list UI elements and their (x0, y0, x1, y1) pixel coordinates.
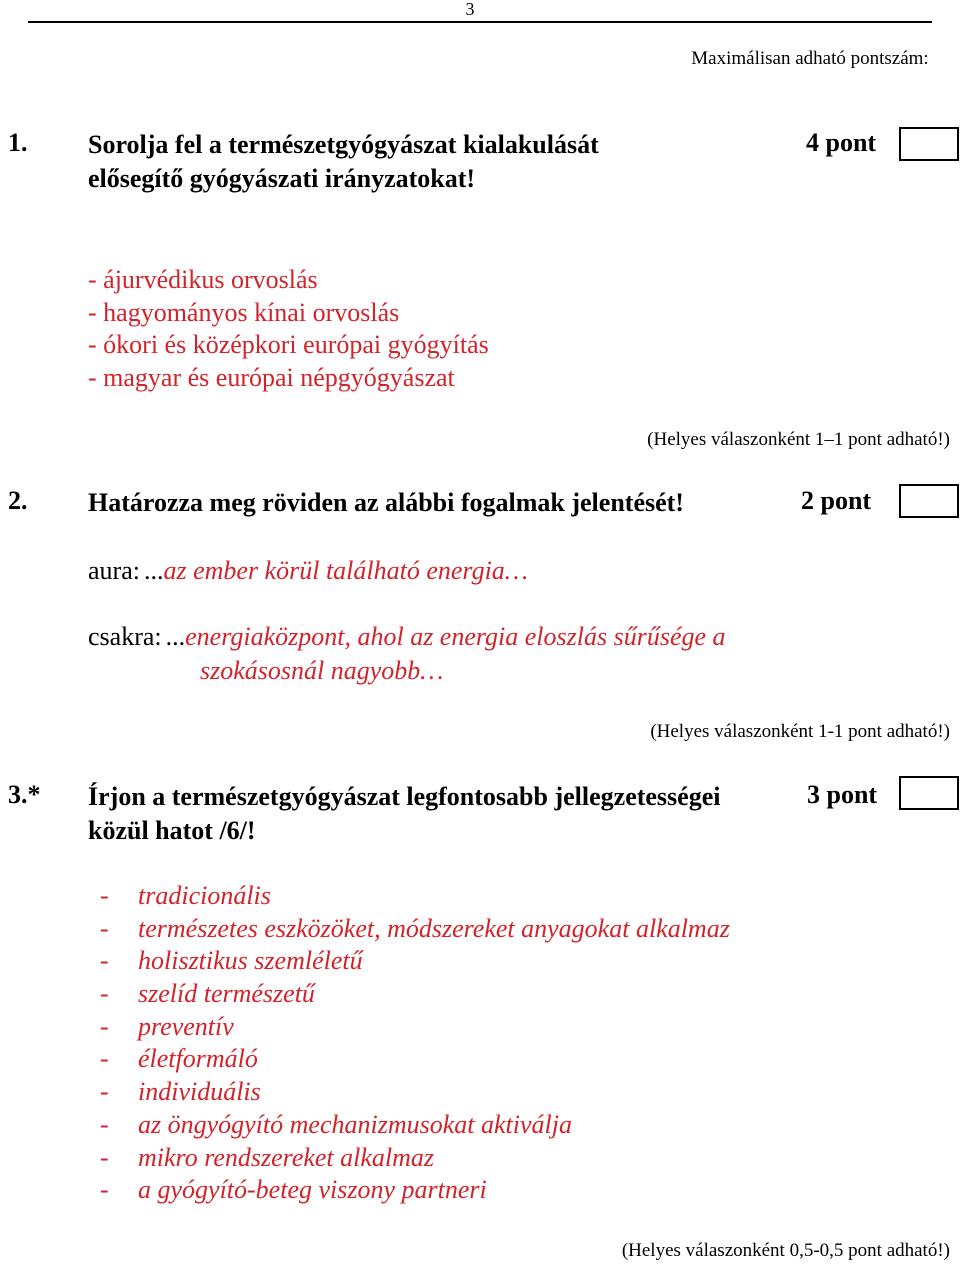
question-3-scoring-note: (Helyes válaszonként 0,5-0,5 pont adható!) (621, 1240, 950, 1261)
answer-text: a gyógyító-beteg viszony partneri (138, 1175, 487, 1205)
question-2-score-box[interactable] (899, 484, 959, 518)
question-1-answer-list (88, 264, 489, 395)
answer-item: - életformáló (100, 1044, 258, 1074)
definition-answer: az ember körül található energia… (163, 556, 528, 585)
question-1-score-box[interactable] (899, 127, 959, 161)
question-3-text-line1: Írjon a természetgyógyászat legfontosabb jellegzetességei (88, 782, 721, 811)
answer-item: - ájurvédikus orvoslás (88, 265, 318, 294)
term-label: csakra: (88, 622, 162, 651)
answer-text: individuális (138, 1077, 261, 1107)
answer-item: - holisztikus szemléletű (100, 946, 363, 976)
header-rule (28, 21, 932, 23)
question-2-number: 2. (8, 486, 28, 515)
definition-csakra (88, 622, 726, 652)
term-label: aura: (88, 556, 140, 585)
answer-item: - a gyógyító-beteg viszony partneri (100, 1175, 487, 1205)
answer-text: holisztikus szemléletű (138, 946, 363, 976)
question-1-points: 4 pont (806, 128, 877, 157)
answer-item: - szelíd természetű (100, 979, 315, 1009)
answer-item: - hagyományos kínai orvoslás (88, 297, 400, 327)
answer-text: mikro rendszereket alkalmaz (138, 1142, 435, 1172)
answer-item: - az öngyógyító mechanizmusokat aktiválja (100, 1109, 572, 1139)
question-2-text: Határozza meg röviden az alábbi fogalmak jelentését! (88, 488, 684, 517)
definition-aura (88, 556, 528, 586)
question-2-scoring-note: (Helyes válaszonként 1-1 pont adható!) (650, 721, 950, 742)
question-3-score-box[interactable] (899, 776, 959, 810)
answer-text: szelíd természetű (138, 979, 315, 1009)
question-3-answer-list (100, 880, 730, 1207)
question-1-text: Sorolja fel a természetgyógyászat kialakulását elősegítő gyógyászati irányzatokat! (88, 130, 599, 193)
answer-item: - mikro rendszereket alkalmaz (100, 1142, 435, 1172)
max-points-label: Maximálisan adható pontszám: (691, 48, 929, 69)
answer-text: életformáló (138, 1044, 258, 1074)
question-3-points: 3 pont (807, 780, 878, 809)
answer-item: - individuális (100, 1077, 261, 1107)
answer-text: tradicionális (138, 881, 271, 910)
answer-item: - természetes eszközöket, módszereket anyagokat alkalmaz (100, 913, 730, 943)
definition-answer-continuation: szokásosnál nagyobb… (200, 656, 444, 685)
answer-text: az öngyógyító mechanizmusokat aktiválja (138, 1109, 572, 1139)
answer-item: - tradicionális (100, 881, 271, 910)
question-3-number: 3.* (8, 780, 41, 809)
answer-item: - ókori és középkori európai gyógyítás (88, 330, 489, 360)
answer-item: - magyar és európai népgyógyászat (88, 363, 455, 393)
question-3-text-line2: közül hatot /6/! (88, 816, 256, 845)
answer-item: - preventív (100, 1011, 234, 1041)
answer-text: preventív (138, 1011, 234, 1041)
answer-text: természetes eszközöket, módszereket anyagokat alkalmaz (138, 913, 730, 943)
question-2-points: 2 pont (801, 486, 872, 515)
dots: ... (165, 622, 186, 651)
question-1-scoring-note: (Helyes válaszonként 1–1 pont adható!) (647, 429, 950, 450)
dots: ... (143, 556, 164, 585)
question-1-number: 1. (8, 128, 28, 157)
definition-answer: energiaközpont, ahol az energia eloszlás sűrűsége a (185, 622, 726, 651)
page-number: 3 (465, 0, 475, 19)
